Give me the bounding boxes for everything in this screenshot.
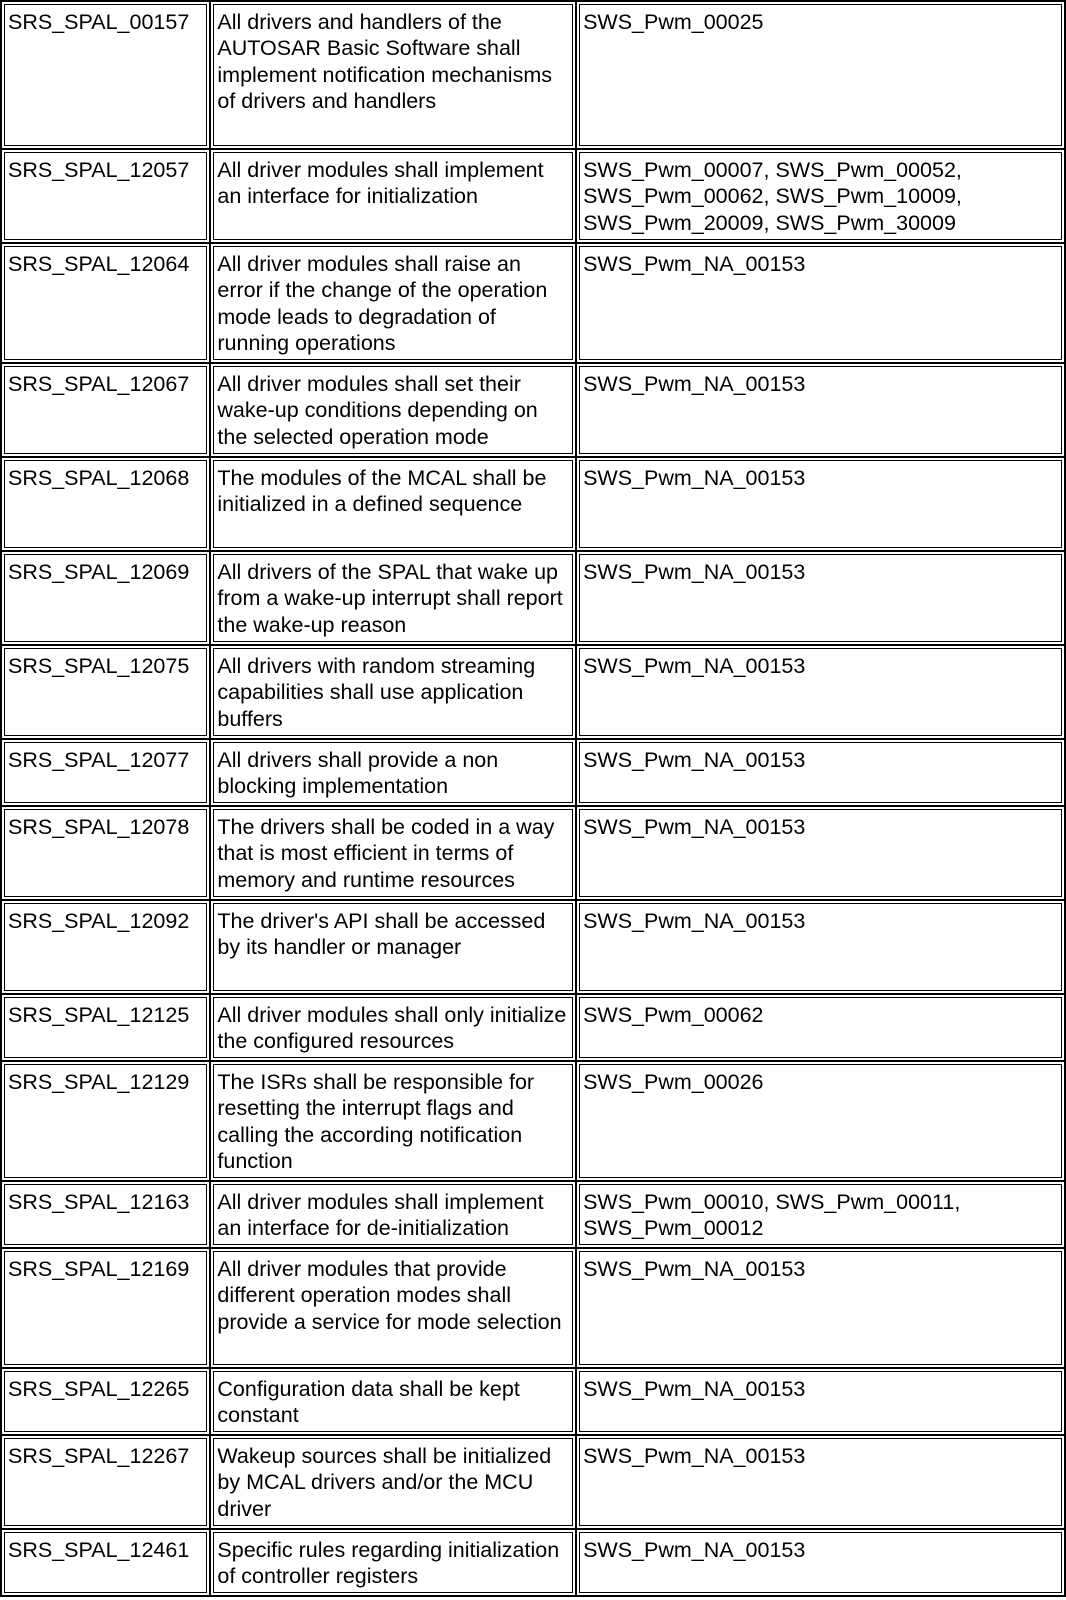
satisfied-by-cell: SWS_Pwm_00007, SWS_Pwm_00052, SWS_Pwm_00062, SWS_Pwm_10009, SWS_Pwm_20009, SWS_Pwm_30009 <box>577 150 1066 244</box>
requirement-description-cell: The drivers shall be coded in a way that is most efficient in terms of memory and runtime resources <box>211 807 577 901</box>
satisfied-by-cell: SWS_Pwm_00062 <box>577 995 1066 1062</box>
requirement-id-cell: SRS_SPAL_12075 <box>2 646 211 740</box>
requirement-description-cell: All driver modules shall implement an interface for de-initialization <box>211 1182 577 1249</box>
requirement-id-cell: SRS_SPAL_12069 <box>2 552 211 646</box>
table-row <box>2 1062 1066 1182</box>
table-row <box>2 552 1066 646</box>
requirement-id-cell: SRS_SPAL_12169 <box>2 1249 211 1369</box>
requirement-id-cell: SRS_SPAL_12163 <box>2 1182 211 1249</box>
table-row <box>2 364 1066 458</box>
table-row <box>2 150 1066 244</box>
satisfied-by-cell: SWS_Pwm_NA_00153 <box>577 458 1066 552</box>
satisfied-by-cell: SWS_Pwm_NA_00153 <box>577 364 1066 458</box>
table-row <box>2 2 1066 150</box>
table-row <box>2 458 1066 552</box>
requirement-id-cell: SRS_SPAL_12068 <box>2 458 211 552</box>
table-row <box>2 244 1066 364</box>
requirement-description-cell: All driver modules that provide different operation modes shall provide a service for mode selection <box>211 1249 577 1369</box>
requirement-id-cell: SRS_SPAL_12064 <box>2 244 211 364</box>
requirement-id-cell: SRS_SPAL_12057 <box>2 150 211 244</box>
table-row <box>2 807 1066 901</box>
requirement-description-cell: All driver modules shall implement an interface for initialization <box>211 150 577 244</box>
requirement-id-cell: SRS_SPAL_12092 <box>2 901 211 995</box>
requirement-description-cell: Configuration data shall be kept constant <box>211 1369 577 1436</box>
requirement-id-cell: SRS_SPAL_00157 <box>2 2 211 150</box>
requirement-description-cell: All driver modules shall raise an error if the change of the operation mode leads to degradation of running operations <box>211 244 577 364</box>
table-row <box>2 1369 1066 1436</box>
satisfied-by-cell: SWS_Pwm_NA_00153 <box>577 901 1066 995</box>
satisfied-by-cell: SWS_Pwm_00026 <box>577 1062 1066 1182</box>
table-row <box>2 1530 1066 1597</box>
table-row <box>2 901 1066 995</box>
satisfied-by-cell: SWS_Pwm_NA_00153 <box>577 807 1066 901</box>
satisfied-by-cell: SWS_Pwm_NA_00153 <box>577 1249 1066 1369</box>
satisfied-by-cell: SWS_Pwm_NA_00153 <box>577 1530 1066 1597</box>
satisfied-by-cell: SWS_Pwm_NA_00153 <box>577 244 1066 364</box>
satisfied-by-cell: SWS_Pwm_NA_00153 <box>577 646 1066 740</box>
satisfied-by-cell: SWS_Pwm_NA_00153 <box>577 1436 1066 1530</box>
table-row <box>2 740 1066 807</box>
requirement-id-cell: SRS_SPAL_12067 <box>2 364 211 458</box>
requirement-description-cell: All drivers and handlers of the AUTOSAR Basic Software shall implement notification mechanisms of drivers and handlers <box>211 2 577 150</box>
requirement-description-cell: The modules of the MCAL shall be initialized in a defined sequence <box>211 458 577 552</box>
requirement-description-cell: Wakeup sources shall be initialized by MCAL drivers and/or the MCU driver <box>211 1436 577 1530</box>
requirement-id-cell: SRS_SPAL_12129 <box>2 1062 211 1182</box>
table-body <box>2 2 1066 1597</box>
requirement-id-cell: SRS_SPAL_12267 <box>2 1436 211 1530</box>
requirement-description-cell: All drivers shall provide a non blocking implementation <box>211 740 577 807</box>
satisfied-by-cell: SWS_Pwm_NA_00153 <box>577 1369 1066 1436</box>
requirement-id-cell: SRS_SPAL_12077 <box>2 740 211 807</box>
requirement-id-cell: SRS_SPAL_12125 <box>2 995 211 1062</box>
requirement-description-cell: All driver modules shall only initialize the configured resources <box>211 995 577 1062</box>
requirement-description-cell: The driver's API shall be accessed by its handler or manager <box>211 901 577 995</box>
requirement-description-cell: All drivers with random streaming capabilities shall use application buffers <box>211 646 577 740</box>
requirement-description-cell: The ISRs shall be responsible for resetting the interrupt flags and calling the according notification function <box>211 1062 577 1182</box>
table-row <box>2 646 1066 740</box>
table-row <box>2 1436 1066 1530</box>
requirement-description-cell: All driver modules shall set their wake-up conditions depending on the selected operation mode <box>211 364 577 458</box>
satisfied-by-cell: SWS_Pwm_NA_00153 <box>577 740 1066 807</box>
satisfied-by-cell: SWS_Pwm_00010, SWS_Pwm_00011, SWS_Pwm_00012 <box>577 1182 1066 1249</box>
satisfied-by-cell: SWS_Pwm_00025 <box>577 2 1066 150</box>
table-row <box>2 995 1066 1062</box>
requirement-id-cell: SRS_SPAL_12078 <box>2 807 211 901</box>
satisfied-by-cell: SWS_Pwm_NA_00153 <box>577 552 1066 646</box>
requirement-id-cell: SRS_SPAL_12265 <box>2 1369 211 1436</box>
table-row <box>2 1182 1066 1249</box>
table-row <box>2 1249 1066 1369</box>
requirement-description-cell: All drivers of the SPAL that wake up from a wake-up interrupt shall report the wake-up reason <box>211 552 577 646</box>
requirement-id-cell: SRS_SPAL_12461 <box>2 1530 211 1597</box>
requirement-description-cell: Specific rules regarding initialization of controller registers <box>211 1530 577 1597</box>
